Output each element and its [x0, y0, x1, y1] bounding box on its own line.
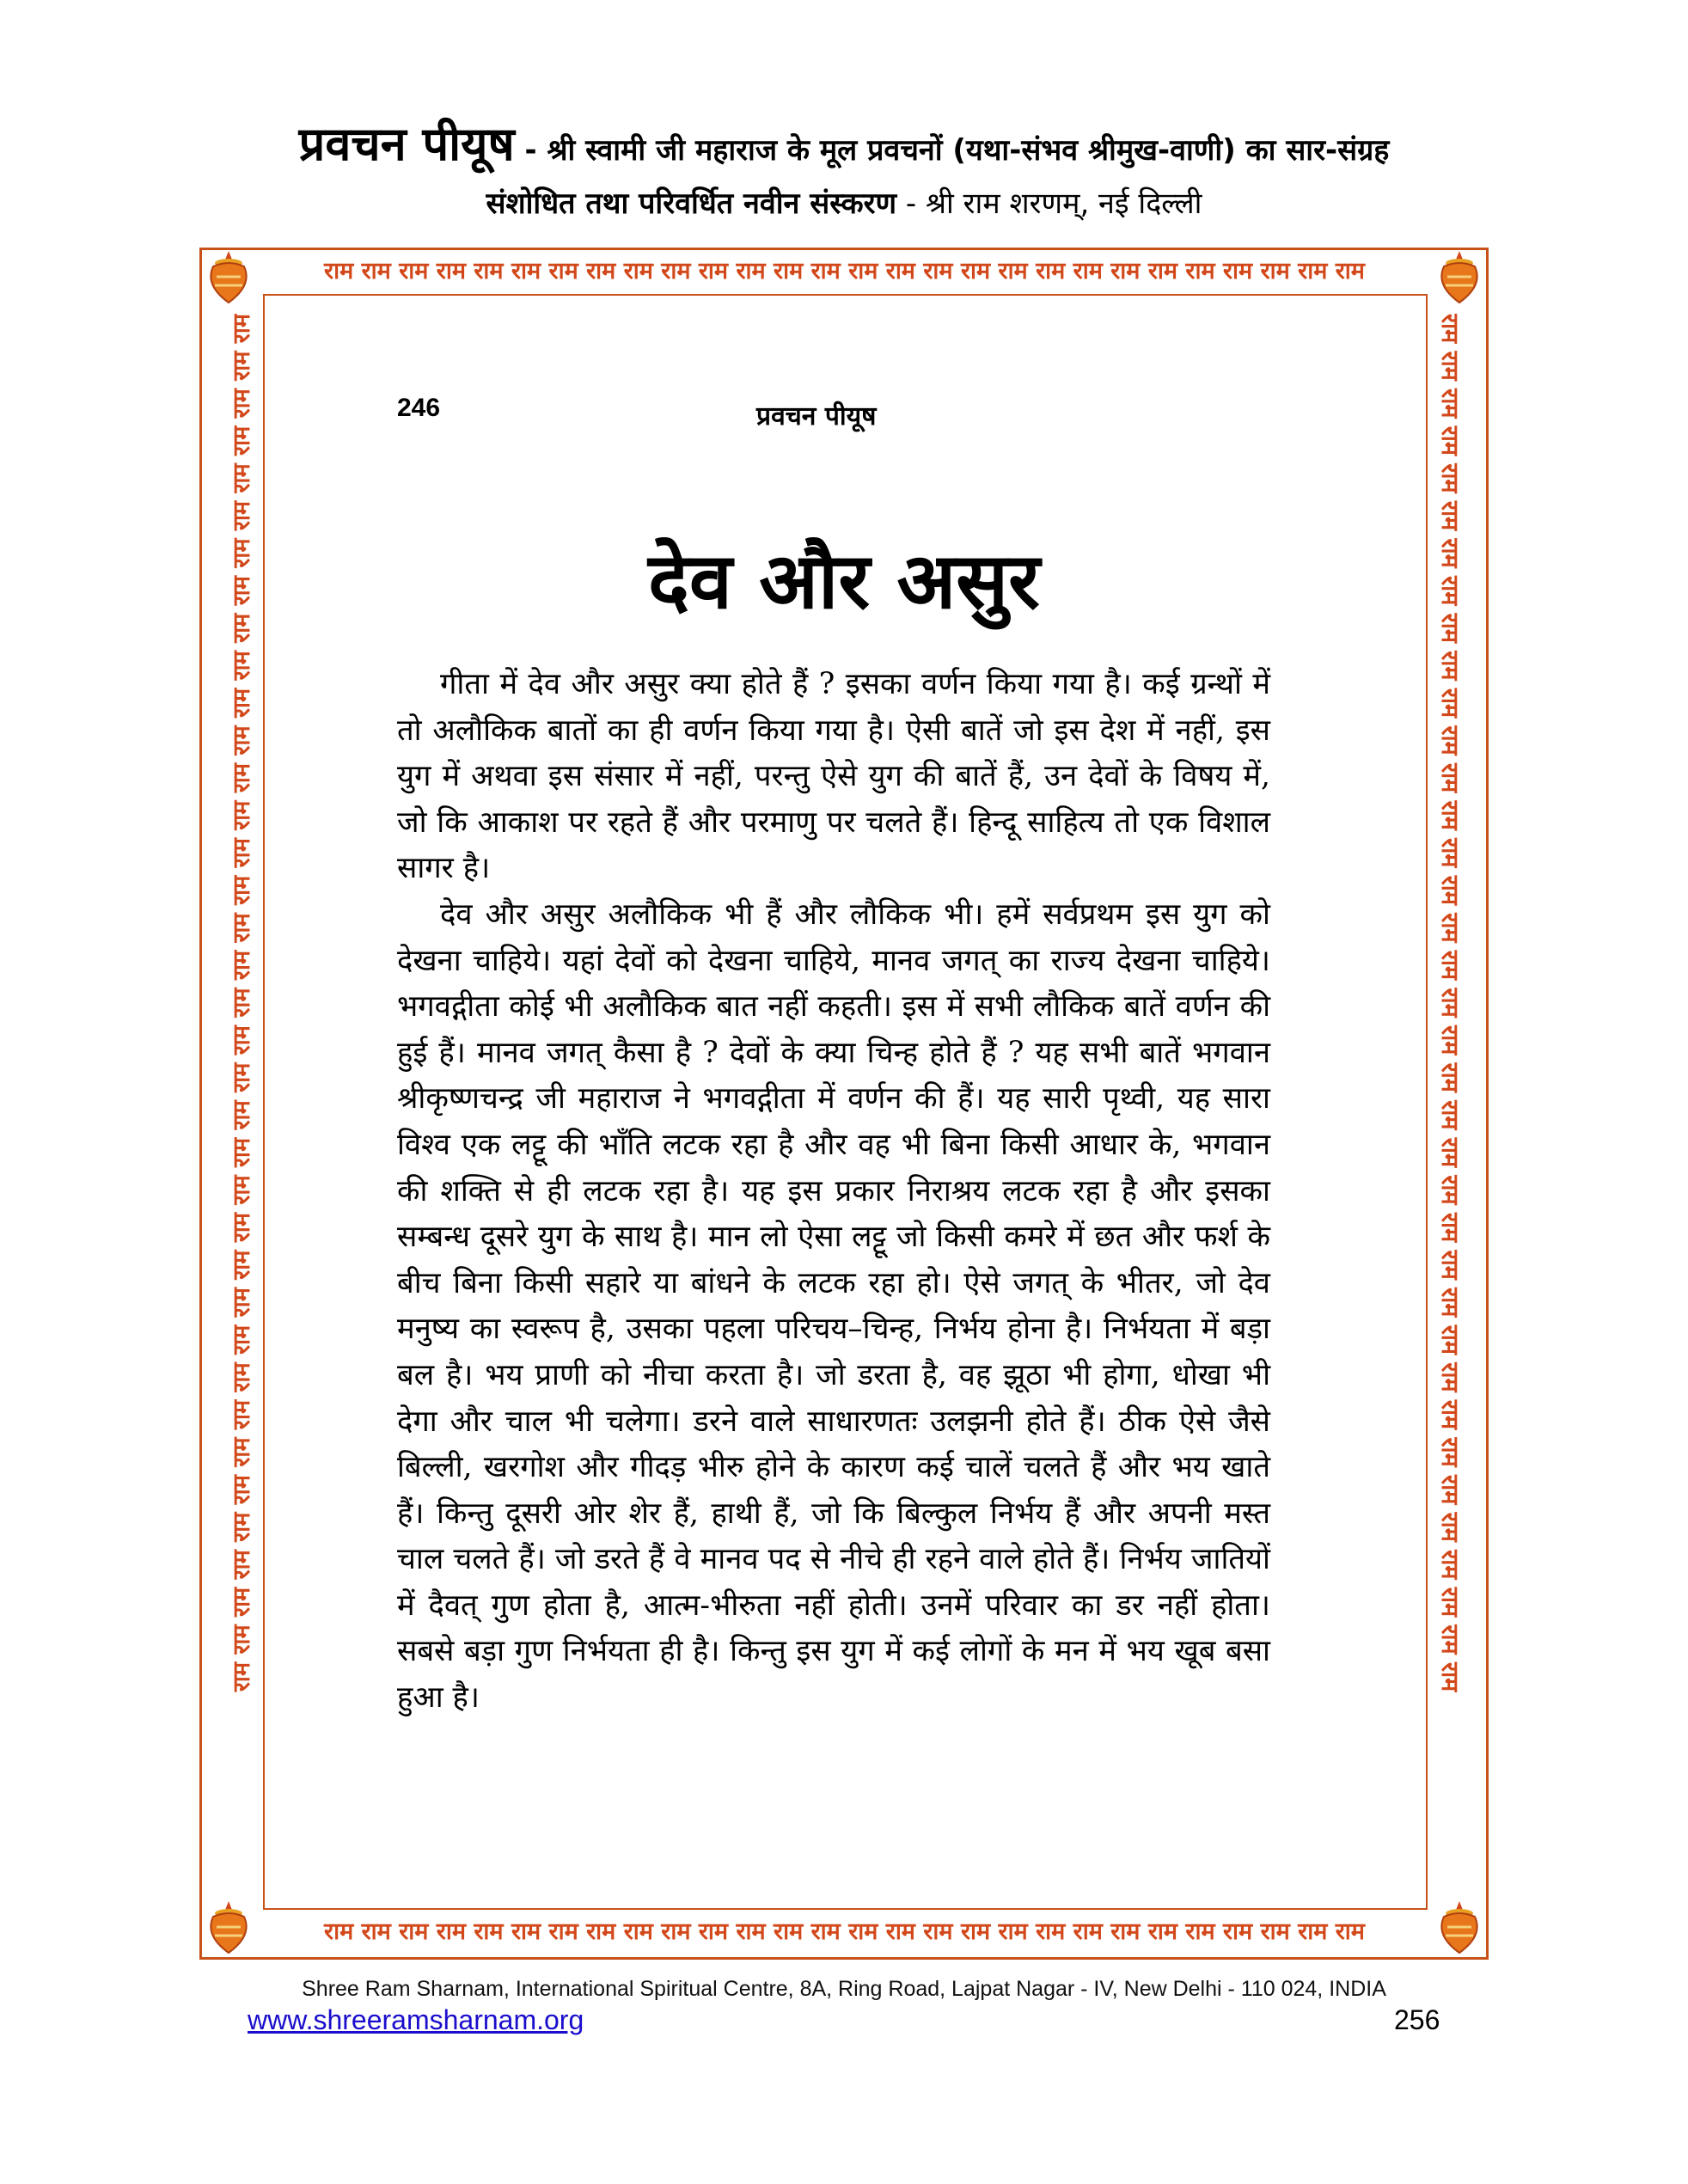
header-subtitle: - श्री स्वामी जी महाराज के मूल प्रवचनों (यथा-संभव श्रीमुख-वाणी) का सार-संग्रह [514, 133, 1390, 168]
kalash-icon [1434, 248, 1485, 306]
border-text-right: राम राम राम राम राम राम राम राम राम राम राम राम राम राम राम राम राम राम राम राम राम राम राम राम राम राम राम राम राम राम राम राम राम राम राम राम राम [1436, 314, 1463, 1692]
border-text-bottom: राम राम राम राम राम राम राम राम राम राम राम राम राम राम राम राम राम राम राम राम राम राम राम राम राम राम राम राम [324, 1918, 1365, 1945]
website-link[interactable]: www.shreeramsharnam.org [248, 2004, 584, 2035]
edition-publisher: - श्री राम शरणम्, नई दिल्ली [896, 187, 1202, 221]
edition-line [0, 182, 1688, 222]
header-title: प्रवचन पीयूष [298, 117, 515, 171]
paragraph: गीता में देव और असुर क्या होते हैं ? इसका वर्णन किया गया है। कई ग्रन्थों में तो अलौकिक बातों का ही वर्णन किया गया है। ऐसी बातें जो इस देश में नहीं, इस युग में अथवा इस संसार में नहीं, परन्तु ऐसे युग की बातें हैं, उन देवों के विषय में, जो कि आकाश पर रहते हैं और परमाणु पर चलते हैं। हिन्दू साहित्य तो एक विशाल सागर है। [397, 667, 1270, 886]
chapter-title: देव और असुर [648, 536, 1040, 627]
running-head: प्रवचन पीयूष [756, 401, 877, 431]
footer-address: Shree Ram Sharnam, International Spiritual Centre, 8A, Ring Road, Lajpat Nagar - IV, New Delhi - 110 024, INDIA [302, 1977, 1386, 2001]
kalash-icon [1434, 1898, 1485, 1956]
border-text-top: राम राम राम राम राम राम राम राम राम राम राम राम राम राम राम राम राम राम राम राम राम राम राम राम राम राम राम राम [324, 258, 1365, 284]
edition-label: संशोधित तथा परिवर्धित नवीन संस्करण [486, 187, 897, 221]
body-text [397, 662, 1270, 1722]
kalash-icon [203, 248, 254, 306]
border-text-left: राम राम राम राम राम राम राम राम राम राम राम राम राम राम राम राम राम राम राम राम राम राम राम राम राम राम राम राम राम राम राम राम राम राम राम राम राम [229, 314, 255, 1692]
kalash-icon [203, 1898, 254, 1956]
document-header [0, 110, 1688, 174]
paragraph: देव और असुर अलौकिक भी हैं और लौकिक भी। हमें सर्वप्रथम इस युग को देखना चाहिये। यहां देवों को देखना चाहिये, मानव जगत् का राज्य देखना चाहिये। भगवद्गीता कोई भी अलौकिक बात नहीं कहती। इस में सभी लौकिक बातें वर्णन की हुई हैं। मानव जगत् कैसा है ? देवों के क्या चिन्ह होते हैं ? यह सभी बातें भगवान श्रीकृष्णचन्द्र जी महाराज ने भगवद्गीता में वर्णन की हैं। यह सारी पृथ्वी, यह सारा विश्व एक लट्टू की भाँति लटक रहा है और वह भी बिना किसी आधार के, भगवान की शक्ति से ही लटक रहा है। यह इस प्रकार निराश्रय लटक रहा है और इसका सम्बन्ध दूसरे युग के साथ है। मान लो ऐसा लट्टू जो किसी कमरे में छत और फर्श के बीच बिना किसी सहारे या बांधने के लटक रहा हो। ऐसे जगत् के भीतर, जो देव मनुष्य का स्वरूप है, उसका पहला परिचय–चिन्ह, निर्भय होना है। निर्भयता में बड़ा बल है। भय प्राणी को नीचा करता है। जो डरता है, वह झूठा भी होगा, धोखा भी देगा और चाल भी चलेगा। डरने वाले साधारणतः उलझनी होते हैं। ठीक ऐसे जैसे बिल्ली, खरगोश और गीदड़ भीरु होने के कारण कई चालें चलते हैं और भय खाते हैं। किन्तु दूसरी ओर शेर हैं, हाथी हैं, जो कि बिल्कुल निर्भय हैं और अपनी मस्त चाल चलते हैं। जो डरते हैं वे मानव पद से नीचे ही रहने वाले होते हैं। निर्भय जातियों में दैवत् गुण होता है, आत्म-भीरुता नहीं होती। उनमें परिवार का डर नहीं होता। सबसे बड़ा गुण निर्भयता ही है। किन्तु इस युग में कई लोगों के मन में भय खूब बसा हुआ है। [397, 896, 1270, 1716]
pdf-page-number: 256 [1394, 2004, 1440, 2035]
book-page-number: 246 [397, 394, 441, 422]
